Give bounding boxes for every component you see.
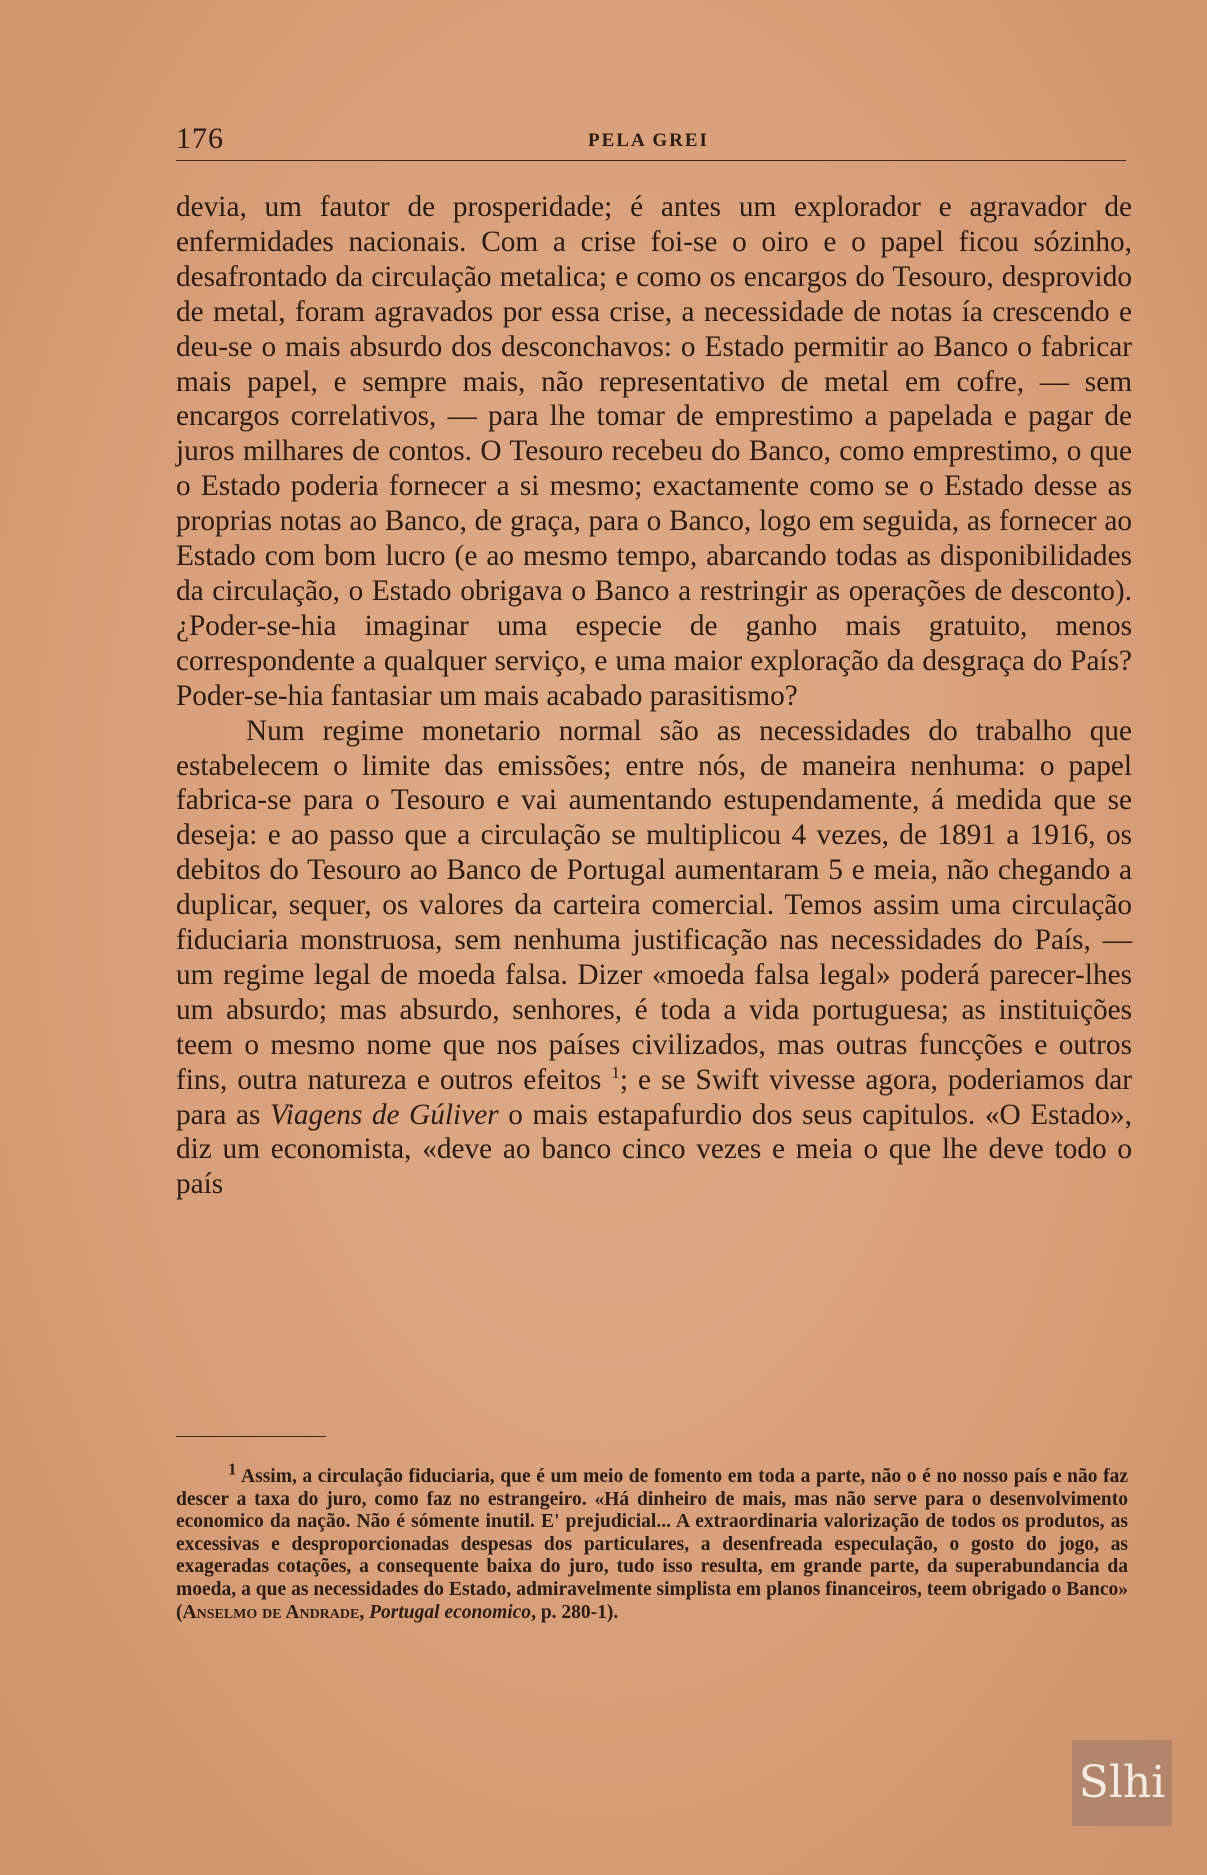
book-title-reference: Viagens de Gúliver <box>270 1098 499 1131</box>
page-header <box>176 118 1126 158</box>
footnote-number: 1 <box>228 1459 237 1479</box>
running-title: PELA GREI <box>588 130 709 151</box>
paragraph-2-text: o mais estapafurdio dos seus capitulos. «O Estado», diz um economista, «deve ao banco cinco vezes e meia o que lhe deve todo o país <box>176 1098 1132 1201</box>
paragraph-1 <box>176 190 1132 714</box>
library-watermark-logo: Slhi <box>1072 1740 1172 1826</box>
paragraph-2 <box>176 714 1132 1203</box>
footnote <box>176 1459 1128 1624</box>
header-rule <box>176 160 1126 161</box>
footnote-paragraph <box>176 1459 1128 1624</box>
page-number: 176 <box>176 122 224 155</box>
footnote-text: Assim, a circulação fiduciaria, que é um meio de fomento em toda a parte, não o é no nosso país e não faz descer a taxa do juro, como faz no estrangeiro. «Há dinheiro de mais, mas não serve para o desenvolvimento economico da nação. Não é sómente inutil. E' prejudicial... A extraordinaria valorização de todos os produtos, as excessivas e desproporcionadas despesas dos particulares, a desenfreada especulação, o gosto do jogo, as exageradas cotações, a consequente baixa do juro, tudo isso resulta, em grande parte, da superabundancia da moeda, a que as necessidades do Estado, admiravelmente simplista em planos financeiros, teem obrigado o Banco» ( <box>176 1466 1128 1623</box>
paragraph-2-text: Num regime monetario normal são as necessidades do trabalho que estabelecem o limite das emissões; entre nós, de maneira nenhuma: o papel fabrica-se para o Tesouro e vai aumentando estupendamente, á medida que se deseja: e ao passo que a circulação se multiplicou 4 vezes, de 1891 a 1916, os debitos do Tesouro ao Banco de Portugal aumentaram 5 e meia, não chegando a duplicar, sequer, os valores da carteira comercial. Temos assim uma circulação fiduciaria monstruosa, sem nenhuma justificação nas necessidades do País, — um regime legal de moeda falsa. Dizer «moeda falsa legal» poderá parecer-lhes um absurdo; mas absurdo, senhores, é toda a vida portuguesa; as instituições teem o mesmo nome que nos países civilizados, mas outras funcções e outros fins, outra natureza e outros efeitos <box>176 714 1132 1096</box>
footnote-text: , p. 280-1). <box>531 1601 619 1623</box>
footnote-rule <box>176 1436 326 1437</box>
footnote-text: , <box>359 1601 370 1623</box>
footnote-book-title: Portugal economico <box>369 1601 532 1623</box>
footnote-reference[interactable]: 1 <box>611 1062 620 1082</box>
paragraph-2-text: ; e se Swift vivesse agora, poderiamos dar para as <box>176 1063 1132 1131</box>
footnote-author: Anselmo de Andrade <box>182 1601 360 1623</box>
paragraph-1-text: devia, um fautor de prosperidade; é antes um explorador e agravador de enfermidades nacionais. Com a crise foi-se o oiro e o papel ficou sózinho, desafrontado da circulação metalica; e como os encargos do Tesouro, desprovido de metal, foram agravados por essa crise, a necessidade de notas ía crescendo e deu-se o mais absurdo dos desconchavos: o Estado permitir ao Banco o fabricar mais papel, e sempre mais, não representativo de metal em cofre, — sem encargos correlativos, — para lhe tomar de emprestimo a papelada e pagar de juros milhares de contos. O Tesouro recebeu do Banco, como emprestimo, o que o Estado poderia fornecer a si mesmo; exactamente como se o Estado desse as proprias notas ao Banco, de graça, para o Banco, logo em seguida, as fornecer ao Estado com bom lucro (e ao mesmo tempo, abarcando todas as disponibilidades da circulação, o Estado obrigava o Banco a restringir as operações de desconto). ¿Poder-se-hia imaginar uma especie de ganho mais gratuito, menos correspondente a qualquer serviço, e uma maior exploração da desgraça do País? Poder-se-hia fantasiar um mais acabado parasitismo? <box>176 191 1132 712</box>
body-text <box>176 190 1132 1202</box>
